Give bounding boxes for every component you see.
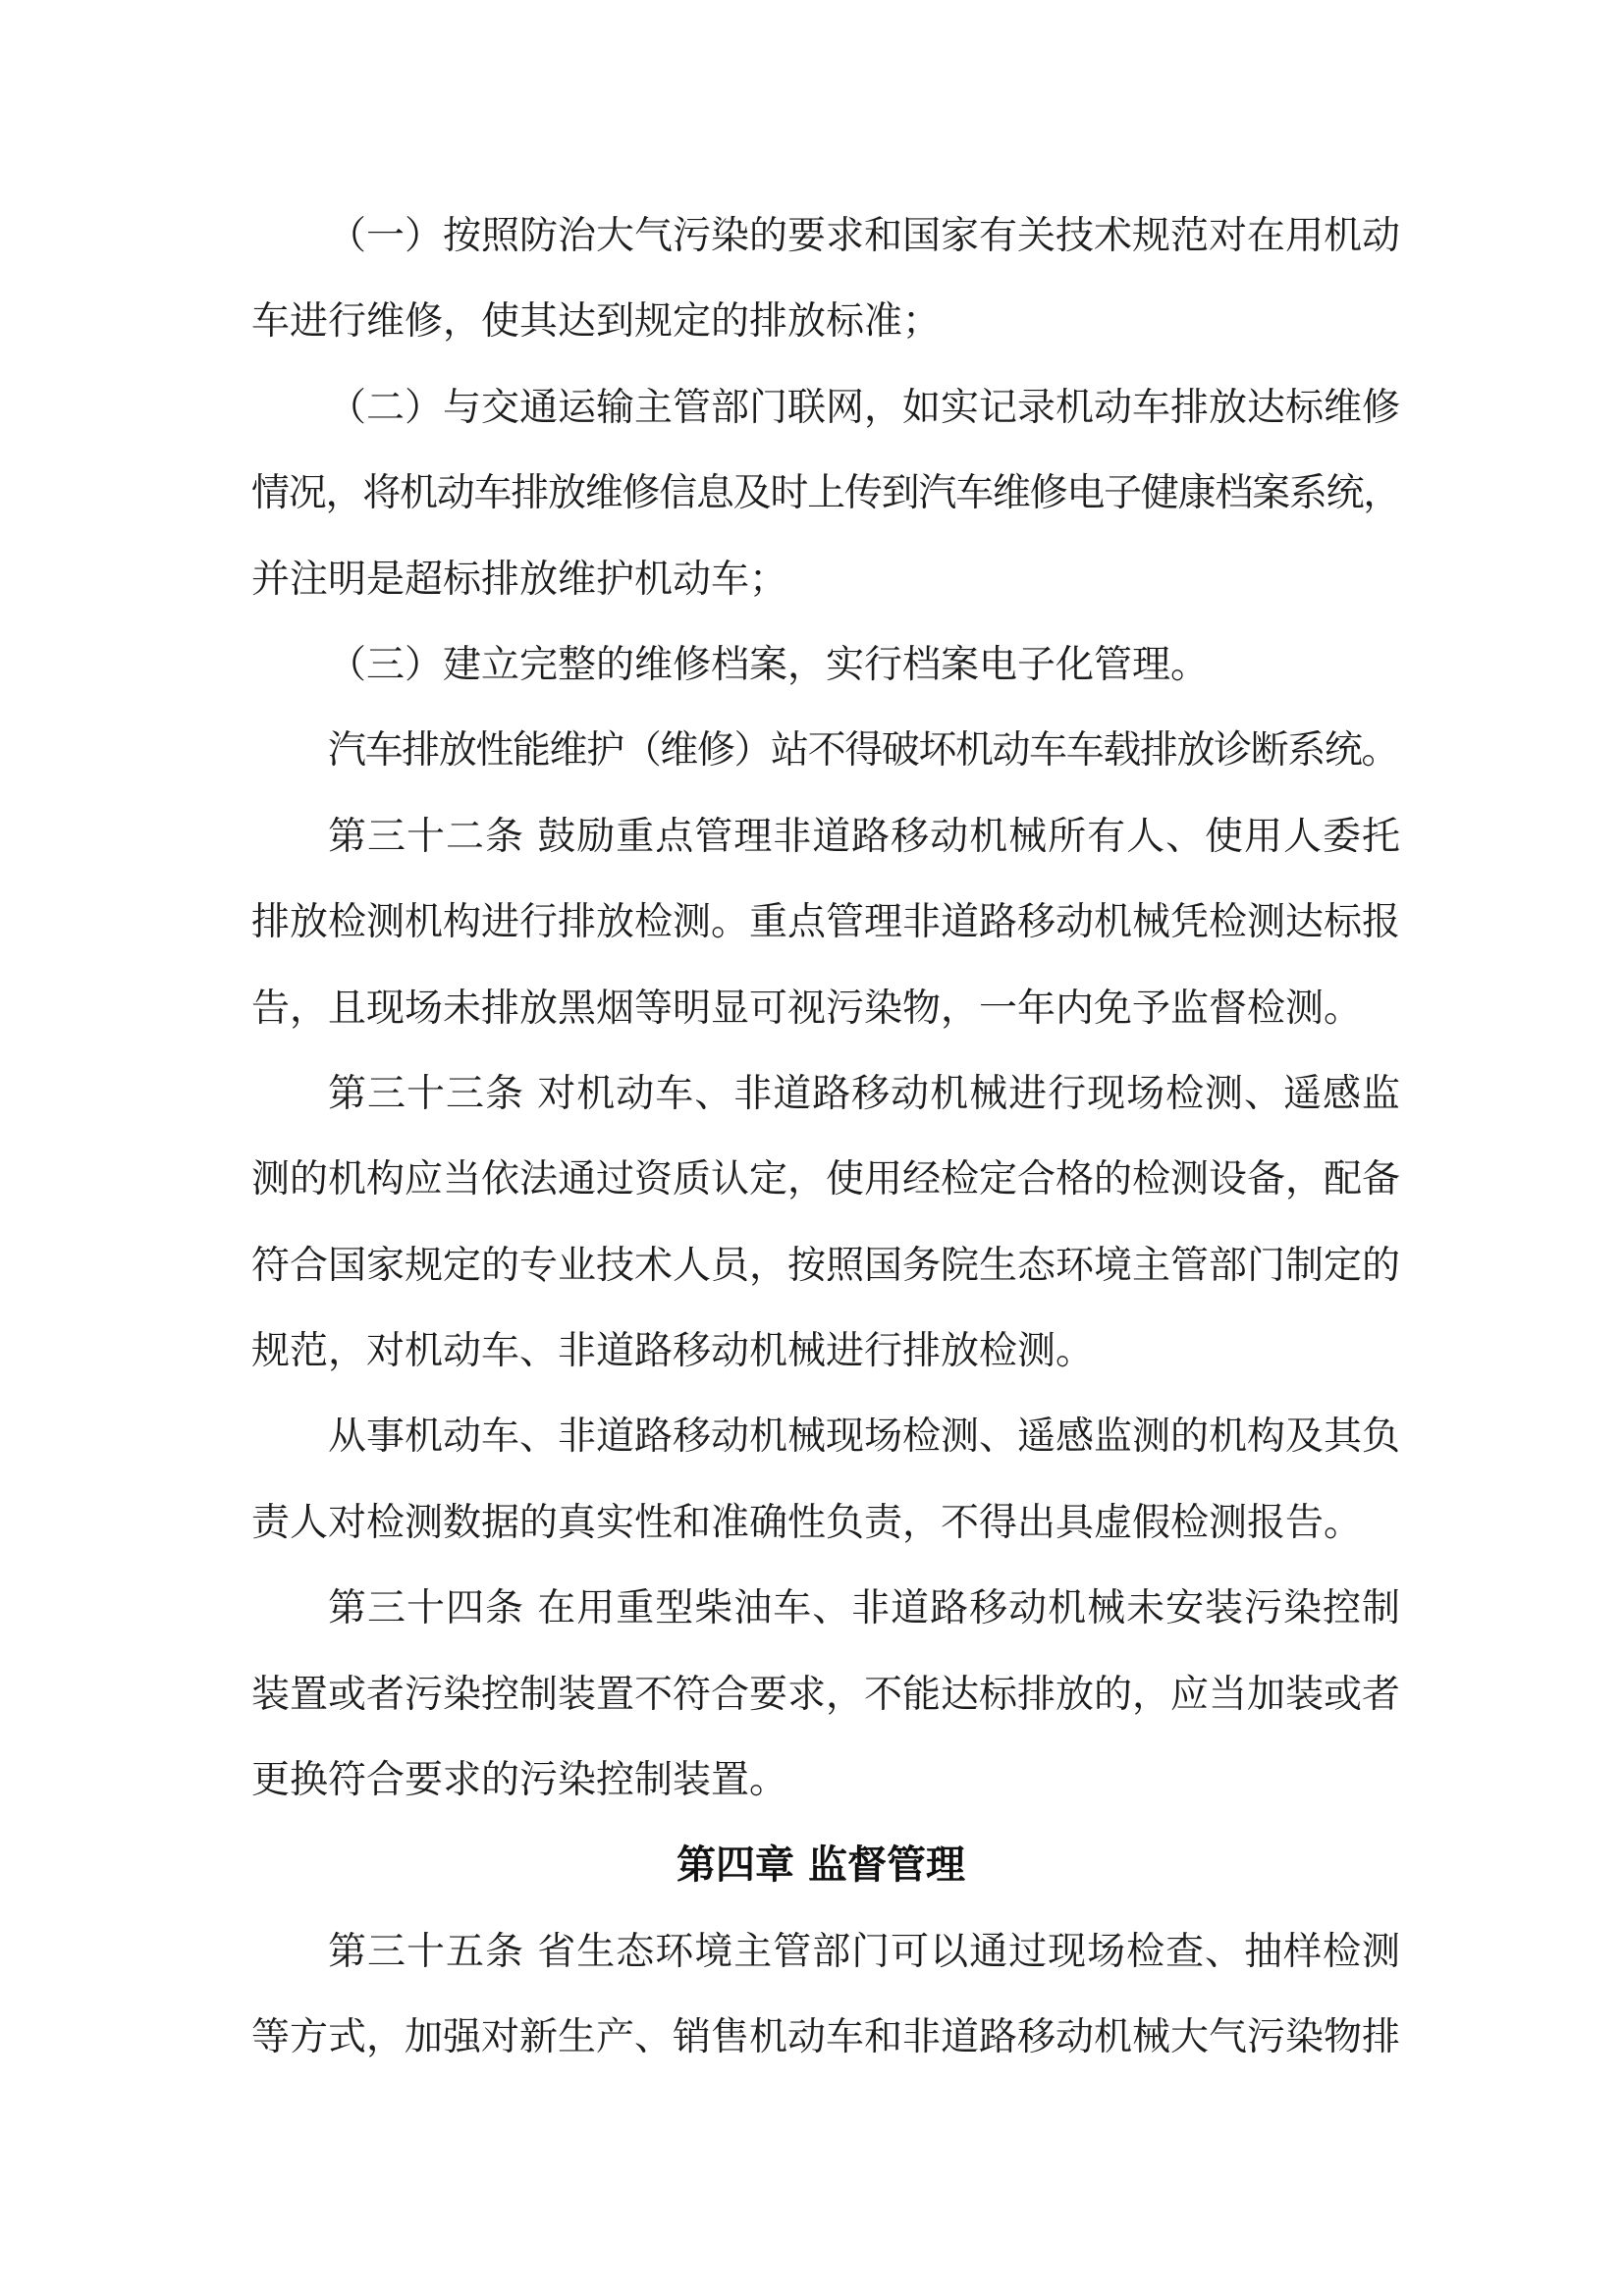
chapter-heading: 第四章 监督管理 [677, 1842, 965, 1889]
list-item-1 [251, 193, 1400, 365]
text-line: 测的机构应当依法通过资质认定，使用经检定合格的检测设备，配备 [251, 1157, 1401, 1202]
text-line: 等方式，加强对新生产、销售机动车和非道路移动机械大气污染物排 [251, 2015, 1401, 2060]
list-item-3 [251, 622, 1400, 708]
text-line: 符合国家规定的专业技术人员，按照国务院生态环境主管部门制定的 [251, 1243, 1401, 1288]
page-content [251, 193, 1400, 2081]
paragraph-maintenance-station [251, 708, 1400, 793]
text-line: 排放检测机构进行排放检测。重点管理非道路移动机械凭检测达标报 [251, 900, 1401, 945]
text-line: 更换符合要求的污染控制装置。 [251, 1758, 788, 1803]
paragraph-testing-responsibility [251, 1394, 1400, 1566]
article-34 [251, 1566, 1400, 1823]
article-35 [251, 1909, 1400, 2081]
text-line: 车进行维修，使其达到规定的排放标准； [251, 299, 942, 345]
text-line: 告，且现场未排放黑烟等明显可视污染物，一年内免予监督检测。 [251, 986, 1363, 1031]
text-line: 第三十三条 对机动车、非道路移动机械进行现场检测、遥感监 [328, 1071, 1400, 1116]
list-item-2 [251, 365, 1400, 622]
text-line: 汽车排放性能维护（维修）站不得破坏机动车车载排放诊断系统。 [328, 728, 1399, 774]
text-line: 第三十四条 在用重型柴油车、非道路移动机械未安装污染控制 [328, 1586, 1400, 1631]
article-32 [251, 794, 1400, 1051]
text-line: 从事机动车、非道路移动机械现场检测、遥感监测的机构及其负 [328, 1415, 1401, 1460]
text-line: 规范，对机动车、非道路移动机械进行排放检测。 [251, 1329, 1095, 1374]
text-line: 第三十二条 鼓励重点管理非道路移动机械所有人、使用人委托 [328, 814, 1400, 859]
text-line: （二）与交通运输主管部门联网，如实记录机动车排放达标维修 [328, 385, 1401, 430]
text-line: 并注明是超标排放维护机动车； [251, 557, 788, 602]
article-33 [251, 1051, 1400, 1395]
text-line: 情况，将机动车排放维修信息及时上传到汽车维修电子健康档案系统， [251, 471, 1400, 516]
text-line: 第三十五条 省生态环境主管部门可以通过现场检查、抽样检测 [328, 1929, 1400, 1974]
text-line: 装置或者污染控制装置不符合要求，不能达标排放的，应当加装或者 [251, 1672, 1401, 1717]
text-line: （一）按照防治大气污染的要求和国家有关技术规范对在用机动 [328, 214, 1401, 258]
text-line: 责人对检测数据的真实性和准确性负责，不得出具虚假检测报告。 [251, 1500, 1363, 1545]
text-line: （三）建立完整的维修档案，实行档案电子化管理。 [328, 642, 1210, 687]
